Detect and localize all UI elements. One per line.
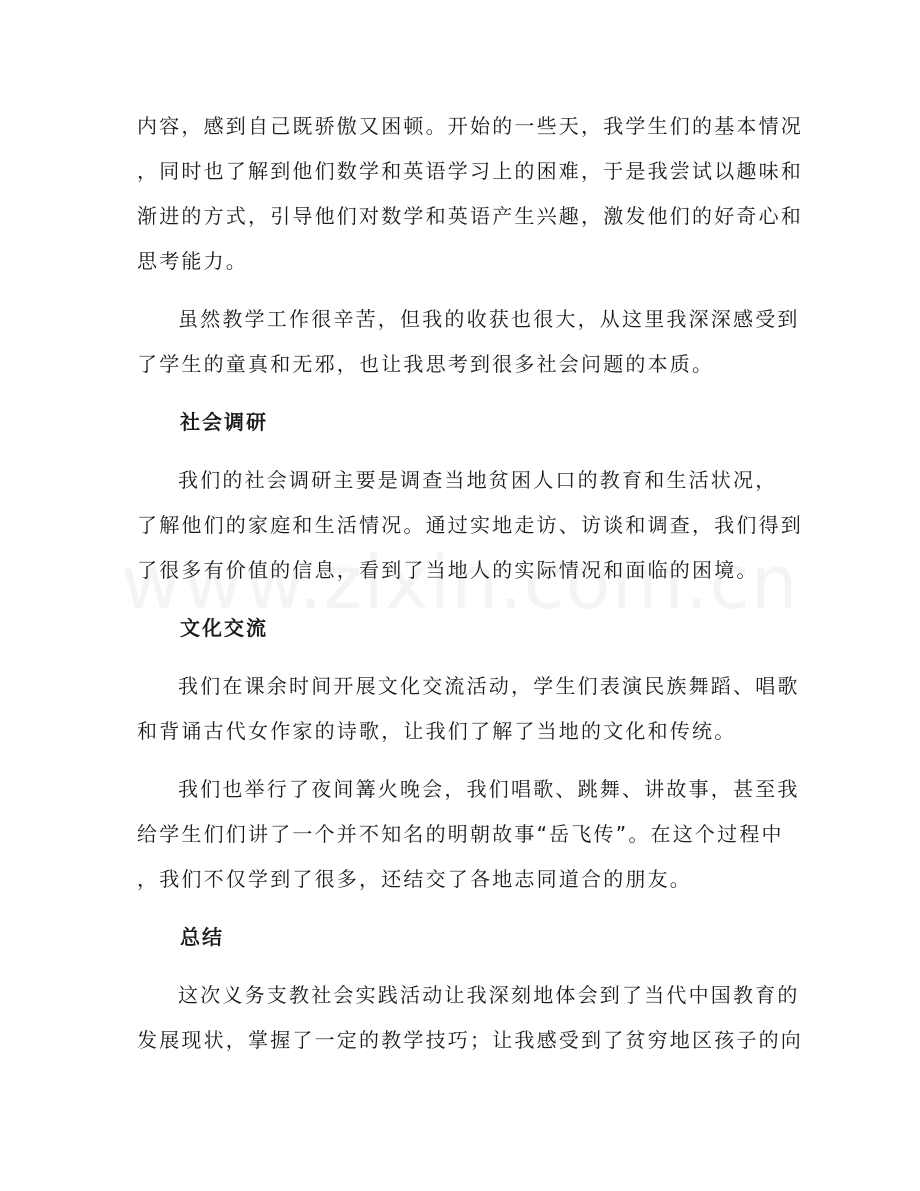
paragraph-teaching-content <box>137 104 803 284</box>
text-line: 我们的社会调研主要是调查当地贫困人口的教育和生活状况， <box>178 468 778 492</box>
text-line: ，同时也了解到他们数学和英语学习上的困难，于是我尝试以趣味和 <box>137 159 803 183</box>
section-heading-summary: 总结 <box>180 925 224 949</box>
text-line: 我们也举行了夜间篝火晚会，我们唱歌、跳舞、讲故事，甚至我 <box>178 777 800 801</box>
text-line: 这次义务支教社会实践活动让我深刻地体会到了当代中国教育的 <box>178 983 800 1007</box>
text-line: 发展现状，掌握了一定的教学技巧；让我感受到了贫穷地区孩子的向 <box>137 1028 803 1052</box>
text-line: 了解他们的家庭和生活情况。通过实地走访、访谈和调查，我们得到 <box>137 513 803 537</box>
text-line: 了很多有价值的信息，看到了当地人的实际情况和面临的困境。 <box>137 558 759 582</box>
text-line: 我们在课余时间开展文化交流活动，学生们表演民族舞蹈、唱歌 <box>178 674 800 698</box>
paragraph-social-research <box>137 458 803 593</box>
text-line: ，我们不仅学到了很多，还结交了各地志同道合的朋友。 <box>137 867 692 891</box>
document-page <box>137 104 803 1076</box>
paragraph-bonfire-night <box>137 767 800 902</box>
text-line: 给学生们们讲了一个并不知名的明朝故事“岳飞传”。在这个过程中 <box>137 822 784 846</box>
paragraph-cultural-activities <box>137 664 800 754</box>
section-heading-cultural-exchange: 文化交流 <box>180 616 268 640</box>
paragraph-summary <box>137 973 803 1063</box>
paragraph-teaching-reflection <box>137 297 800 387</box>
text-line: 渐进的方式，引导他们对数学和英语产生兴趣，激发他们的好奇心和 <box>137 204 803 228</box>
text-line: 思考能力。 <box>137 249 248 273</box>
text-line: 虽然教学工作很辛苦，但我的收获也很大，从这里我深深感受到 <box>178 307 800 331</box>
text-line: 了学生的童真和无邪，也让我思考到很多社会问题的本质。 <box>137 352 715 376</box>
section-heading-social-research: 社会调研 <box>180 410 268 434</box>
text-line: 内容，感到自己既骄傲又困顿。开始的一些天，我学生们的基本情况 <box>137 114 803 138</box>
text-line: 和背诵古代女作家的诗歌，让我们了解了当地的文化和传统。 <box>137 719 737 743</box>
